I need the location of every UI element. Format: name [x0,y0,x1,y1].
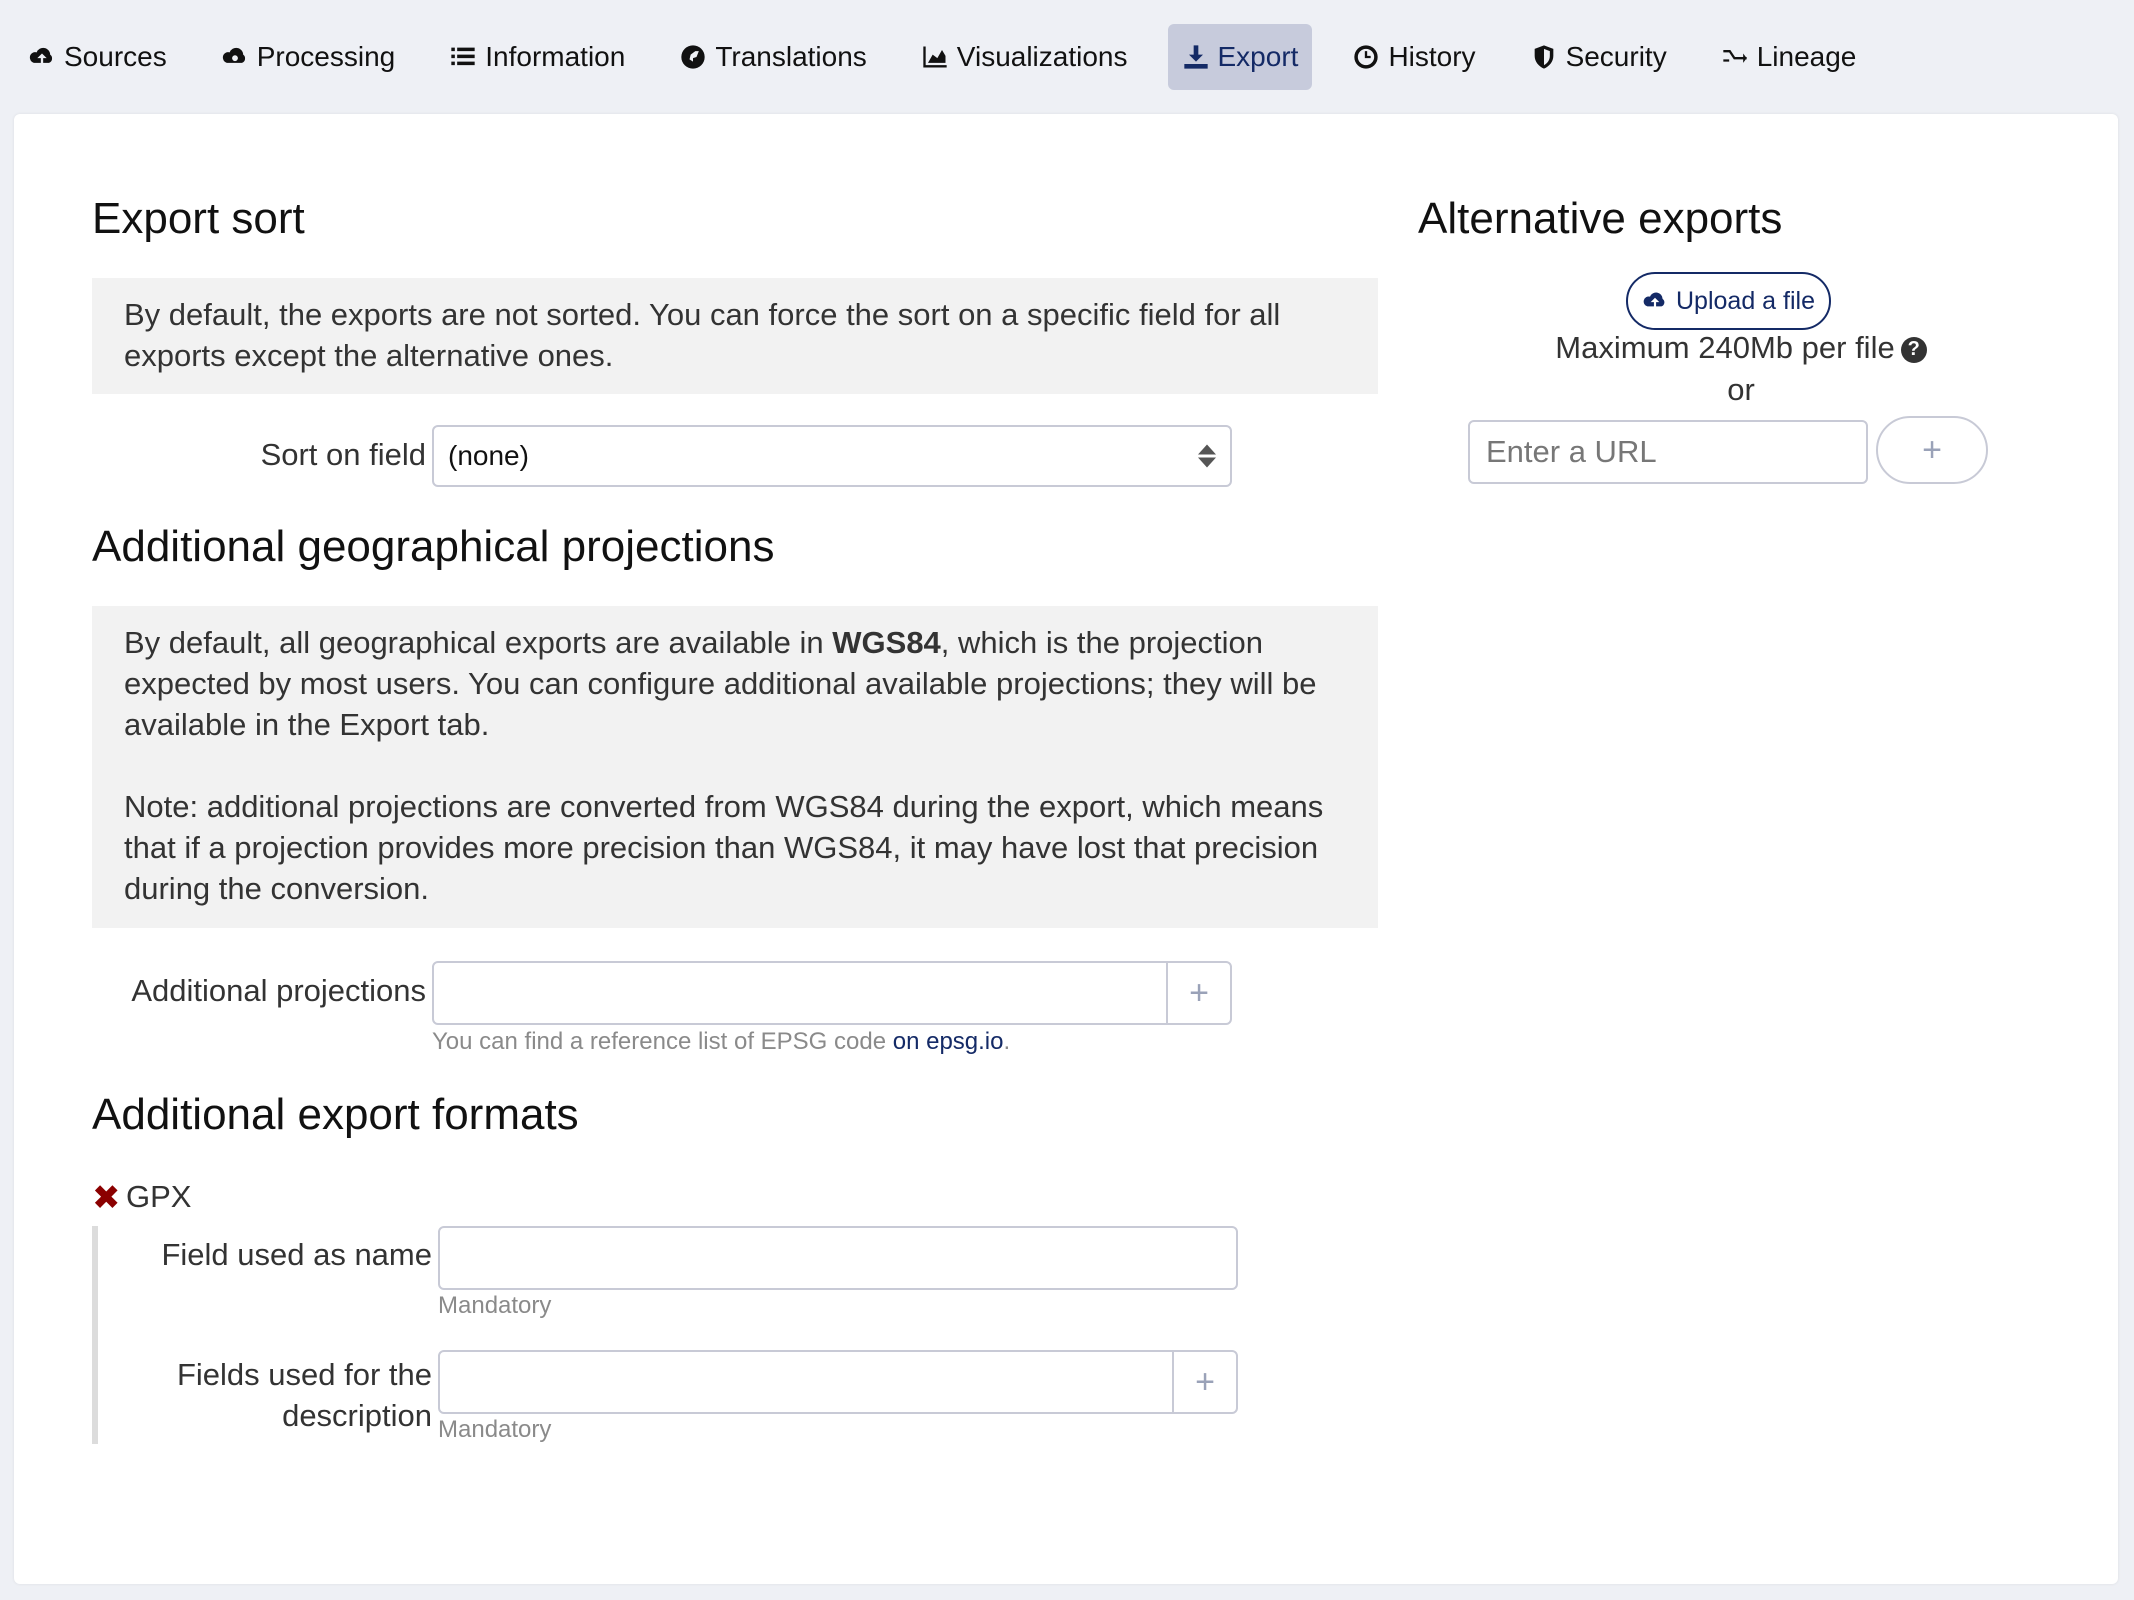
description-field-input[interactable] [440,1352,1172,1412]
projections-title: Additional geographical projections [92,522,775,571]
tab-label: Visualizations [956,41,1128,72]
url-input[interactable]: Enter a URL [1468,420,1868,484]
name-field-label: Field used as name [161,1237,432,1272]
add-projection-button[interactable]: + [1166,963,1230,1023]
gpx-section-bar [92,1226,98,1444]
name-field-input[interactable] [438,1226,1238,1290]
tab-label: Sources [64,41,167,72]
remove-gpx-icon[interactable]: ✖ [92,1179,121,1217]
description-field-help: Mandatory [438,1416,552,1443]
sort-field-value: (none) [448,440,529,471]
tab-lineage[interactable] [1707,24,1871,90]
list-icon [449,43,477,71]
area-chart-icon [921,43,949,71]
shield-icon [1530,43,1558,71]
tab-label: Lineage [1756,41,1857,72]
upload-file-button[interactable] [1626,272,1831,330]
download-icon [1182,43,1210,71]
tab-security[interactable] [1516,24,1681,90]
tab-label: Export [1217,41,1299,72]
tab-processing[interactable] [207,24,410,90]
or-text: or [1727,372,1755,407]
tab-label: Translations [715,41,867,72]
tab-bar [14,24,1896,90]
tab-label: Information [485,41,626,72]
projections-label: Additional projections [131,973,426,1008]
formats-title: Additional export formats [92,1090,579,1139]
projections-info [92,606,1378,928]
tab-history[interactable] [1338,24,1489,90]
projections-note: Note: additional projections are converted from WGS84 during the export, which means that if a projection provides more precision than WGS84, it may have lost that precision during the conversion. [124,789,1324,906]
add-url-button[interactable]: + [1876,416,1988,484]
tab-information[interactable] [435,24,639,90]
export-sort-title: Export sort [92,194,305,243]
projections-input-group [432,961,1232,1025]
tab-label: Processing [256,41,396,72]
tab-sources[interactable] [14,24,181,90]
tab-visualizations[interactable] [907,24,1142,90]
wgs84-bold: WGS84 [832,625,941,660]
upload-file-label: Upload a file [1676,286,1815,315]
cloud-cog-icon [221,43,249,71]
description-field-group [438,1350,1238,1414]
lineage-icon [1721,43,1749,71]
description-field-label: Fields used for the description [176,1357,432,1433]
help-icon[interactable]: ? [1901,337,1927,363]
sort-field-select[interactable] [432,425,1232,487]
gpx-format-name: GPX [126,1179,192,1214]
export-panel [14,114,2118,1584]
tab-label: Security [1565,41,1667,72]
projections-help: You can find a reference list of EPSG code on epsg.io. [432,1028,1011,1055]
projections-input[interactable] [434,963,1166,1023]
projections-info-text: By default, all geographical exports are available in WGS84, which is the projection expected by most users. You can configure additional available projections; they will be available in the Export tab. [124,625,1317,742]
export-sort-info: By default, the exports are not sorted. You can force the sort on a specific field for all exports except the alternative ones. [92,278,1378,394]
tab-label: History [1388,41,1476,72]
name-field-help: Mandatory [438,1292,552,1319]
select-arrows-icon [1198,445,1216,468]
globe-icon [679,43,707,71]
max-size-text: Maximum 240Mb per file ? [1418,330,2064,366]
sort-field-label: Sort on field [260,437,426,472]
epsg-link[interactable]: on epsg.io [892,1028,1004,1055]
tab-export[interactable] [1168,24,1313,90]
clock-icon [1352,43,1380,71]
cloud-upload-icon [28,43,56,71]
add-description-field-button[interactable]: + [1172,1352,1236,1412]
alternative-title: Alternative exports [1418,194,1783,243]
cloud-upload-icon [1642,288,1668,314]
tab-translations[interactable] [665,24,880,90]
